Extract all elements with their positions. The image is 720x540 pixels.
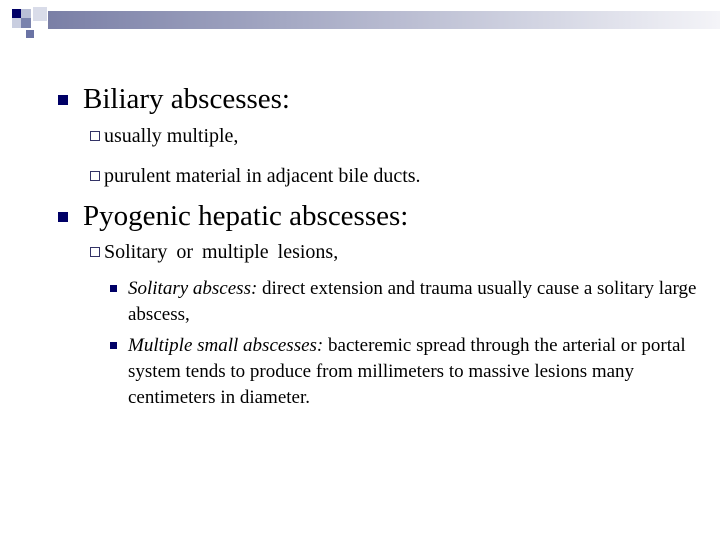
sub-bullet-text: usually multiple, xyxy=(104,125,239,147)
sub-bullet xyxy=(90,164,421,188)
bullet-biliary-abscesses xyxy=(58,82,290,116)
corner-square-light xyxy=(21,9,31,18)
sub-bullet-text: Solitary or multiple lesions, xyxy=(104,241,339,263)
square-bullet-icon xyxy=(58,212,68,222)
sub-bullet-text: purulent material in adjacent bile ducts. xyxy=(104,165,421,187)
corner-square-small xyxy=(26,30,34,38)
corner-square-pale xyxy=(33,7,47,21)
hollow-square-bullet-icon xyxy=(90,131,100,141)
bullet-title: Biliary abscesses: xyxy=(83,83,290,115)
bullet-title: Pyogenic hepatic abscesses: xyxy=(83,200,409,232)
title-gradient-bar xyxy=(48,11,720,29)
corner-square-light xyxy=(12,18,21,28)
detail-bullet-multiple xyxy=(128,333,698,411)
sub-bullet xyxy=(90,240,338,264)
hollow-square-bullet-icon xyxy=(90,247,100,257)
small-square-bullet-icon xyxy=(110,342,117,349)
detail-label: Multiple small abscesses: xyxy=(128,335,324,356)
corner-square-dark xyxy=(12,9,21,18)
detail-bullet-solitary xyxy=(128,276,698,328)
detail-text: direct extension and trauma usually cause a solitary large abscess, xyxy=(128,278,697,325)
square-bullet-icon xyxy=(58,95,68,105)
corner-square-mid xyxy=(21,18,31,28)
sub-bullet xyxy=(90,124,238,148)
bullet-pyogenic-hepatic-abscesses xyxy=(58,199,408,233)
hollow-square-bullet-icon xyxy=(90,171,100,181)
detail-text: bacteremic spread through the arterial or portal system tends to produce from millimeters to massive lesions many centimeters in diameter. xyxy=(128,335,686,408)
small-square-bullet-icon xyxy=(110,285,117,292)
detail-label: Solitary abscess: xyxy=(128,278,258,299)
